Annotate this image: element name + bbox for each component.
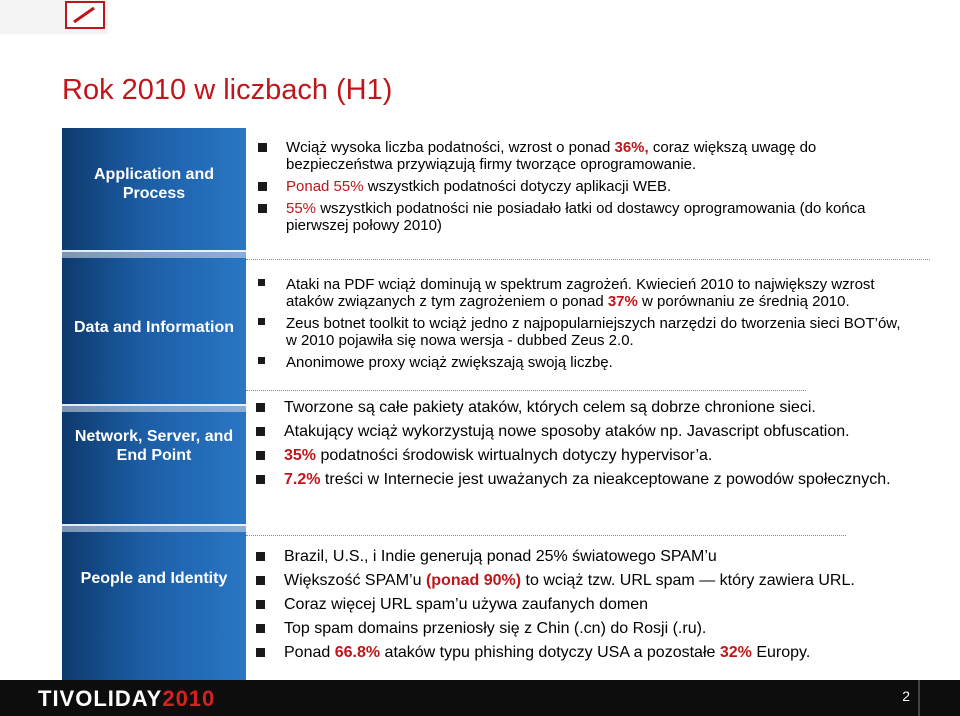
square-bullet-icon [258,182,267,191]
square-bullet-icon [258,143,267,152]
corner-logo-icon [64,0,106,30]
section-network-list [256,398,916,494]
list-item: Atakujący wciąż wykorzystują nowe sposoby ataków np. Javascript obfuscation. [256,422,916,441]
square-bullet-icon [256,600,265,609]
square-bullet-icon [256,648,265,657]
list-item: 7.2% treści w Internecie jest uważanych za nieakceptowane z powodów społecznych. [256,470,916,489]
section-people-list [256,547,916,667]
list-item: 55% wszystkich podatności nie posiadało łatki od dostawcy oprogramowania (do końca pierwszej połowy 2010) [258,200,878,234]
sidebar-divider-shadow [62,252,246,258]
sidebar-item-network: Network, Server, and End Point [74,428,234,464]
square-bullet-icon [256,427,265,436]
square-bullet-icon [256,552,265,561]
list-item: Ponad 66.8% ataków typu phishing dotyczy USA a pozostałe 32% Europy. [256,643,916,662]
square-bullet-icon [258,318,265,325]
square-bullet-icon [258,279,265,286]
sidebar-divider [62,404,246,406]
sidebar-item-application: Application and Process [94,166,214,202]
square-bullet-icon [256,624,265,633]
list-item: Brazil, U.S., i Indie generują ponad 25% światowego SPAM’u [256,547,916,566]
sidebar-item-people: People and Identity [80,569,228,587]
list-item: Zeus botnet toolkit to wciąż jedno z najpopularniejszych narzędzi do tworzenia sieci BOT’ów, w 2010 pojawiła się nowa wersja - dubbed Zeus 2.0. [258,315,908,349]
list-item: 35% podatności środowisk wirtualnych dotyczy hypervisor’a. [256,446,916,465]
section-application-list [258,139,878,239]
square-bullet-icon [256,403,265,412]
section-divider [246,390,806,392]
sidebar-divider [62,524,246,526]
footer-bar [0,680,960,716]
sidebar-divider [62,250,246,252]
list-item: Anonimowe proxy wciąż zwiększają swoją liczbę. [258,354,908,371]
list-item: Wciąż wysoka liczba podatności, wzrost o ponad 36%, coraz większą uwagę do bezpieczeństwa przywiązują firmy tworzące oprogramowanie. [258,139,878,173]
list-item: Większość SPAM’u (ponad 90%) to wciąż tzw. URL spam — który zawiera URL. [256,571,916,590]
square-bullet-icon [256,451,265,460]
square-bullet-icon [256,475,265,484]
tivoliday-logo: TIVOLIDAY2010 [38,686,216,711]
sidebar-item-data: Data and Information [73,318,234,336]
list-item: Top spam domains przeniosły się z Chin (.cn) do Rosji (.ru). [256,619,916,638]
slide-title: Rok 2010 w liczbach (H1) [62,74,393,106]
list-item: Ponad 55% wszystkich podatności dotyczy aplikacji WEB. [258,178,878,195]
section-divider [246,259,930,261]
list-item: Coraz więcej URL spam’u używa zaufanych domen [256,595,916,614]
section-divider [246,535,846,537]
list-item: Ataki na PDF wciąż dominują w spektrum zagrożeń. Kwiecień 2010 to największy wzrost ataków związanych z tym zagrożeniem o ponad 37% w porównaniu ze średnią 2010. [258,276,908,310]
square-bullet-icon [258,204,267,213]
top-corner-bar [0,0,108,34]
square-bullet-icon [256,576,265,585]
category-sidebar [62,128,246,680]
sidebar-divider-shadow [62,526,246,532]
page-number: 2 [902,688,910,704]
footer-divider [918,680,920,716]
square-bullet-icon [258,357,265,364]
section-data-list [258,276,908,376]
list-item: Tworzone są całe pakiety ataków, których celem są dobrze chronione sieci. [256,398,916,417]
